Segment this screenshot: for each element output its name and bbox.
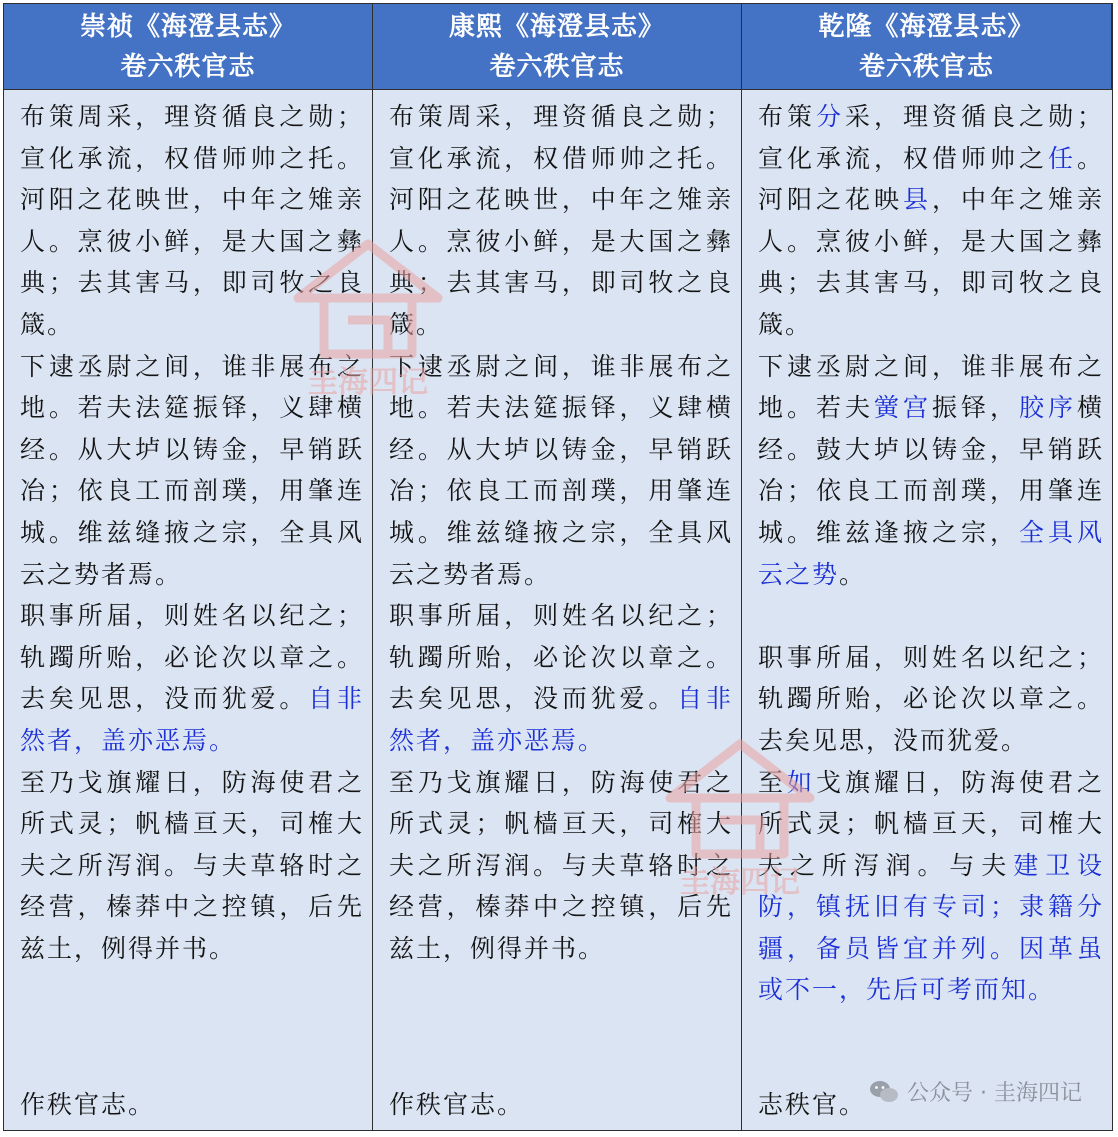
text-segment: 至乃戈旗耀日，防海使君之所式灵；帆樯亘天，司榷大夫之所泻润。与夫草辂时之经营，榛莽中之控镇，后先兹土，例得并书。 (20, 767, 364, 963)
paragraph (20, 96, 364, 346)
svg-text:圭海四记: 圭海四记 (308, 365, 428, 400)
text-segment: 布策周采，理资循良之勋；宣化承流，权借师帅之托。河阳之花映世，中年之雉亲人。烹彼小鲜，是大国之彝典；去其害马，即司牧之良箴。 (389, 102, 733, 339)
text-segment: 下逮丞尉之间，谁非展布之地。若夫法筵振铎，义肆横经。从大垆以铸金，早销跃冶；依良工而剖璞，用肇连城。维兹缝掖之宗，全具风云之势者焉。 (20, 351, 364, 589)
column-text (389, 96, 733, 969)
column-footer: 作秩官志。 (389, 1090, 525, 1120)
column-footer: 作秩官志。 (20, 1090, 156, 1120)
text-segment: 。 (839, 559, 867, 589)
column-qianlong (742, 90, 1112, 1130)
highlighted-text: 县 (902, 185, 932, 215)
text-segment: 横经。鼓大垆以铸金，早销跃冶；依良工而剖璞，用肇连城。维兹逢掖之宗， (758, 393, 1104, 547)
paragraph (758, 637, 1104, 762)
text-segment: 至乃戈旗耀日，防海使君之所式灵；帆樯亘天，司榷大夫之所泻润。与夫草辂时之经营，榛莽中之控镇，后先兹土，例得并书。 (389, 767, 733, 963)
highlighted-text: 如 (787, 767, 816, 797)
highlighted-text: 胶序 (1018, 393, 1077, 423)
highlighted-text: 自非然者，盖亦恶焉。 (20, 684, 364, 755)
text-segment: 布策 (758, 102, 816, 131)
text-segment: 职事所届，则姓名以纪之；轨躅所贻，必论次以章之。去矣见思，没而犹爱。 (20, 601, 364, 714)
highlighted-text: 建卫设防，镇抚旧有专司；隶籍分疆，备员皆宜并列。因革虽或不一，先后可考而知。 (758, 850, 1104, 1005)
text-segment: 至 (758, 767, 787, 797)
column-chongzhen (4, 90, 373, 1130)
svg-text:圭海四记: 圭海四记 (680, 865, 800, 900)
wechat-icon (869, 1079, 899, 1105)
header-qianlong: 乾隆《海澄县志》 卷六秩官志 (742, 4, 1112, 90)
highlighted-text: 自非然者，盖亦恶焉。 (389, 684, 733, 755)
header-kangxi: 康熙《海澄县志》 卷六秩官志 (373, 4, 742, 90)
column-text (758, 96, 1104, 1011)
paragraph (389, 96, 733, 346)
wechat-credit (869, 1076, 1082, 1107)
text-segment: 采，理资循良之勋；宣化承流，权借师帅之 (758, 102, 1104, 173)
paragraph (20, 595, 364, 761)
text-segment: 下逮丞尉之间，谁非展布之地。若夫 (758, 351, 1104, 423)
text-segment: ，中年之雉亲人。烹彼小鲜，是大国之彝典；去其害马，即司牧之良箴。 (758, 185, 1104, 339)
paragraph (758, 346, 1104, 596)
text-segment: 布策周采，理资循良之勋；宣化承流，权借师帅之托。河阳之花映世，中年之雉亲人。烹彼小鲜，是大国之彝典；去其害马，即司牧之良箴。 (20, 102, 364, 339)
text-segment: 。河阳之花映 (758, 143, 1104, 215)
highlighted-text: 全具风云之势 (758, 517, 1104, 589)
credit-text: 公众号 · 圭海四记 (907, 1081, 1082, 1106)
header-chongzhen: 崇祯《海澄县志》 卷六秩官志 (4, 4, 373, 90)
paragraph (758, 762, 1104, 1012)
paragraph (20, 762, 364, 970)
text-segment: 振铎， (931, 393, 1019, 423)
comparison-table (3, 3, 1113, 1131)
text-segment: 职事所届，则姓名以纪之；轨躅所贻，必论次以章之。去矣见思，没而犹爱。 (389, 601, 733, 714)
text-segment: 职事所届，则姓名以纪之；轨躅所贻，必论次以章之。去矣见思，没而犹爱。 (758, 642, 1104, 755)
paragraph (389, 762, 733, 970)
highlighted-text: 黉宫 (873, 393, 932, 423)
highlighted-text: 分 (816, 102, 845, 131)
text-segment: 下逮丞尉之间，谁非展布之地。若夫法筵振铎，义肆横经。从大垆以铸金，早销跃冶；依良工而剖璞，用肇连城。维兹缝掖之宗，全具风云之势者焉。 (389, 351, 733, 589)
paragraph (758, 96, 1104, 346)
paragraph (389, 346, 733, 596)
highlighted-text: 任 (1047, 143, 1077, 173)
spacer (758, 595, 1104, 637)
paragraph (20, 346, 364, 596)
text-segment: 戈旗耀日，防海使君之所式灵；帆樯亘天，司榷大夫之所泻润。与夫 (758, 767, 1104, 880)
column-footer: 志秩官。 (758, 1090, 867, 1120)
column-kangxi (373, 90, 742, 1130)
paragraph (389, 595, 733, 761)
column-text (20, 96, 364, 969)
